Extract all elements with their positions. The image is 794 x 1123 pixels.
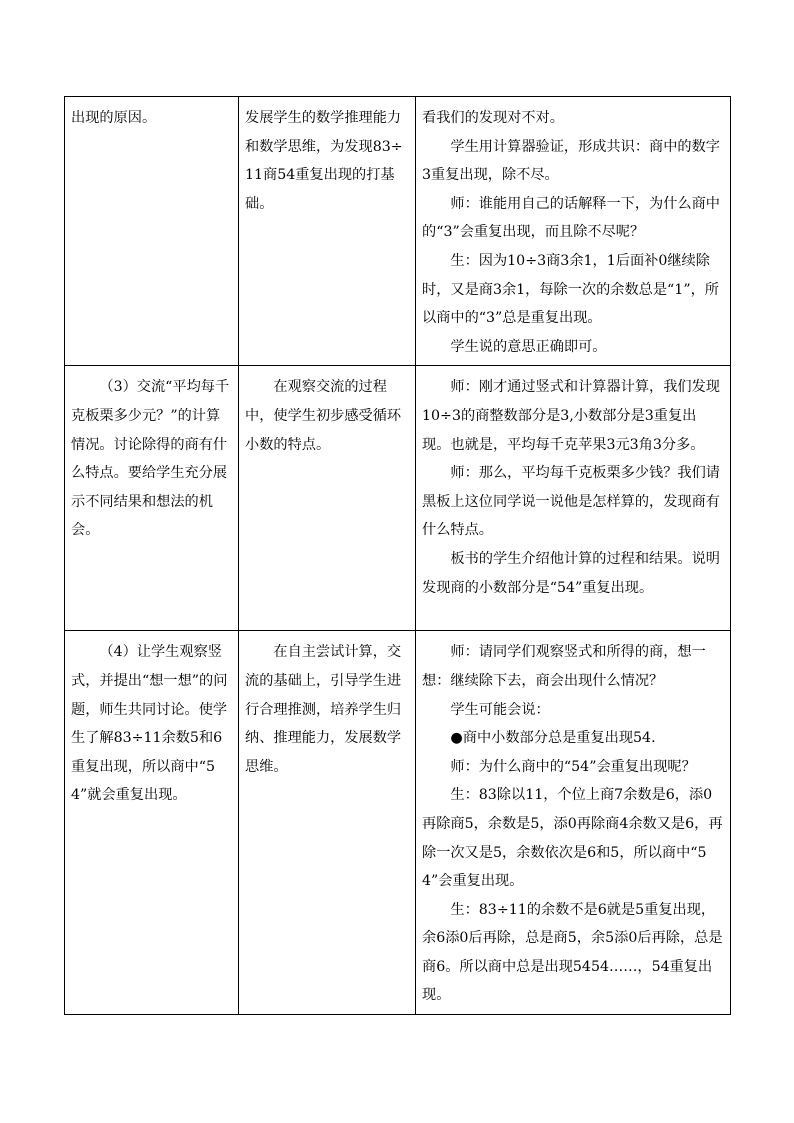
activity-cell: [65, 97, 239, 366]
cell-text: 生：因为10÷3商3余1，1后面补0继续除时，又是商3余1，每除一次的余数总是“1”，所以商中的“3”总是重复出现。: [422, 252, 719, 327]
table-row: [65, 631, 731, 1015]
cell-text: 师：谁能用自己的话解释一下，为什么商中的“3”会重复出现，而且除不尽呢？: [422, 195, 720, 241]
cell-text: 学生可能会说：: [450, 701, 550, 718]
cell-text: 学生用计算器验证，形成共识：商中的数字3重复出现，除不尽。: [422, 138, 720, 184]
process-cell: [416, 97, 731, 366]
cell-text: 发展学生的数学推理能力和数学思维，为发现83÷11商54重复出现的打基础。: [245, 110, 403, 212]
cell-text: 板书的学生介绍他计算的过程和结果。说明发现商的小数部分是“54”重复出现。: [422, 550, 720, 596]
table-row: [65, 366, 731, 631]
cell-text: 学生说的意思正确即可。: [450, 338, 607, 355]
cell-text: （4）让学生观察竖式，并提出“想一想”的问题，师生共同讨论。使学生了解83÷11余数5和6重复出现，所以商中“54”就会重复出现。: [71, 644, 228, 804]
cell-text: （3）交流“平均每千克板栗多少元？”的计算情况。讨论除得的商有什么特点。要给学生充分展示不同结果和想法的机会。: [71, 379, 230, 539]
activity-cell: [65, 366, 239, 631]
process-cell: [416, 631, 731, 1015]
cell-text: 生：83÷11的余数不是6就是5重复出现，余6添0后再除，总是商5，余5添0后再除，总是商6。所以商中总是出现5454……，54重复出现。: [422, 901, 723, 1004]
activity-cell: [65, 631, 239, 1015]
process-cell: [416, 366, 731, 631]
cell-text: ●商中小数部分总是重复出现54.: [450, 730, 656, 747]
cell-text: 师：请同学们观察竖式和所得的商，想一想：继续除下去，商会出现什么情况？: [422, 644, 706, 689]
intent-cell: [239, 97, 416, 366]
cell-text: 师：那么，平均每千克板栗多少钱？我们请黑板上这位同学说一说他是怎样算的，发现商有什么特点。: [422, 465, 720, 539]
lesson-plan-table: [64, 96, 731, 1015]
cell-text: 生：83除以11，个位上商7余数是6，添0再除商5，余数是5，添0再除商4余数又是6，再除一次又是5，余数依次是6和5，所以商中“54”会重复出现。: [422, 787, 723, 890]
intent-cell: [239, 366, 416, 631]
cell-text: 师：为什么商中的“54”会重复出现呢？: [450, 758, 696, 775]
cell-text: 在观察交流的过程中，使学生初步感受循环小数的特点。: [245, 379, 402, 453]
cell-text: 看我们的发现对不对。: [422, 110, 564, 126]
table-row: [65, 97, 731, 366]
cell-text: 在自主尝试计算，交流的基础上，引导学生进行合理推测，培养学生归纳、推理能力，发展数学思维。: [245, 644, 402, 775]
cell-text: 师：刚才通过竖式和计算器计算，我们发现10÷3的商整数部分是3,小数部分是3重复出现。也就是，平均每千克苹果3元3角3分多。: [422, 379, 720, 453]
cell-text: 出现的原因。: [71, 110, 157, 126]
intent-cell: [239, 631, 416, 1015]
